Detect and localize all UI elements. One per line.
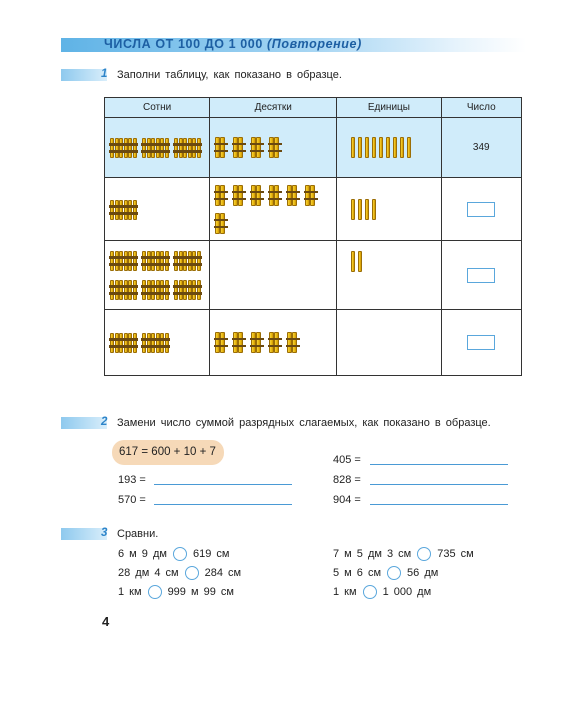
comparison-sign-circle[interactable] xyxy=(148,585,162,599)
unit-stick xyxy=(351,137,355,158)
column-header-hundreds: Сотни xyxy=(105,98,210,118)
ten-bundle xyxy=(214,135,228,160)
ten-bundle xyxy=(268,183,282,208)
ten-bundle xyxy=(214,330,228,355)
cell-number xyxy=(441,310,521,376)
number-answer-box[interactable] xyxy=(467,335,495,350)
cell-number xyxy=(441,178,521,241)
unit-stick xyxy=(351,199,355,220)
ten-bundle xyxy=(286,330,300,355)
hundred-bundle xyxy=(141,135,170,160)
table-row xyxy=(105,241,522,310)
hundreds-group xyxy=(105,135,209,160)
unit-stick xyxy=(393,137,397,158)
ten-bundle xyxy=(250,330,264,355)
equation-right-3: 904 = xyxy=(333,494,361,506)
tens-group xyxy=(210,183,336,236)
page-number: 4 xyxy=(102,614,110,629)
title-text: ЧИСЛА ОТ 100 ДО 1 000 xyxy=(104,37,263,51)
hundreds-group xyxy=(105,330,209,355)
answer-line-right-1[interactable] xyxy=(370,464,508,465)
title-subtitle: (Повторение) xyxy=(266,37,362,51)
task-2-number: 2 xyxy=(101,416,108,428)
cell-hundreds xyxy=(105,178,210,241)
column-header-units: Единицы xyxy=(337,98,441,118)
hundred-bundle xyxy=(109,135,138,160)
cell-units xyxy=(337,310,441,376)
hundred-bundle xyxy=(109,330,138,355)
ten-bundle xyxy=(286,183,300,208)
unit-stick xyxy=(365,137,369,158)
comparison-right-value: 284 см xyxy=(204,567,242,579)
comparison-sign-circle[interactable] xyxy=(387,566,401,580)
comparison-left-2 xyxy=(118,566,241,580)
comparison-right-value: 735 см xyxy=(437,548,474,560)
unit-stick xyxy=(400,137,404,158)
comparison-right-1 xyxy=(333,547,474,561)
unit-stick xyxy=(358,199,362,220)
units-group xyxy=(337,241,440,272)
task-2-text: Замени число суммой разрядных слагаемых, как показано в образце. xyxy=(117,417,491,429)
cell-units xyxy=(337,241,441,310)
hundred-bundle xyxy=(141,277,170,302)
cell-hundreds xyxy=(105,241,210,310)
hundred-bundle xyxy=(109,197,138,222)
cell-number xyxy=(441,241,521,310)
comparison-left-1 xyxy=(118,547,229,561)
hundred-bundle xyxy=(173,277,202,302)
unit-stick xyxy=(379,137,383,158)
unit-stick xyxy=(351,251,355,272)
task-1-number: 1 xyxy=(101,68,108,80)
cell-tens xyxy=(210,310,337,376)
unit-stick xyxy=(407,137,411,158)
hundred-bundle xyxy=(173,135,202,160)
unit-stick xyxy=(365,199,369,220)
table-row xyxy=(105,118,522,178)
task-1-text: Заполни таблицу, как показано в образце. xyxy=(117,69,342,81)
comparison-left-value: 6 м 9 дм xyxy=(118,548,167,560)
tens-group xyxy=(210,330,336,355)
comparison-right-2 xyxy=(333,566,438,580)
table-row xyxy=(105,178,522,241)
table-header-row xyxy=(105,98,522,118)
sample-number: 349 xyxy=(472,142,490,153)
equation-right-1: 405 = xyxy=(333,454,361,466)
hundred-bundle xyxy=(109,248,138,273)
ten-bundle xyxy=(268,135,282,160)
task-3-number: 3 xyxy=(101,527,108,539)
comparison-left-value: 1 км xyxy=(118,586,142,598)
answer-line-right-3[interactable] xyxy=(370,504,508,505)
ten-bundle xyxy=(232,183,246,208)
equation-left-1: 193 = xyxy=(118,474,146,486)
hundred-bundle xyxy=(109,277,138,302)
cell-tens xyxy=(210,241,337,310)
tens-group xyxy=(210,135,336,160)
hundred-bundle xyxy=(141,248,170,273)
units-group xyxy=(337,199,440,220)
task-3-text: Сравни. xyxy=(117,528,159,540)
column-header-tens: Десятки xyxy=(210,98,337,118)
cell-units xyxy=(337,178,441,241)
cell-hundreds xyxy=(105,118,210,178)
comparison-left-3 xyxy=(118,585,234,599)
answer-line-left-2[interactable] xyxy=(154,504,292,505)
comparison-sign-circle[interactable] xyxy=(363,585,377,599)
ten-bundle xyxy=(250,135,264,160)
comparison-left-value: 1 км xyxy=(333,586,357,598)
ten-bundle xyxy=(232,135,246,160)
hundred-bundle xyxy=(173,248,202,273)
number-answer-box[interactable] xyxy=(467,268,495,283)
column-header-number: Число xyxy=(441,98,521,118)
table-row xyxy=(105,310,522,376)
ten-bundle xyxy=(250,183,264,208)
units-group xyxy=(337,137,440,158)
hundreds-group xyxy=(105,248,209,302)
ten-bundle xyxy=(214,183,228,208)
unit-stick xyxy=(386,137,390,158)
unit-stick xyxy=(372,199,376,220)
comparison-sign-circle[interactable] xyxy=(417,547,431,561)
ten-bundle xyxy=(232,330,246,355)
comparison-right-3 xyxy=(333,585,431,599)
place-value-table xyxy=(104,97,522,376)
cell-tens xyxy=(210,178,337,241)
comparison-right-value: 1 000 дм xyxy=(382,586,432,598)
hundreds-group xyxy=(105,197,209,222)
comparison-left-value: 28 дм 4 см xyxy=(118,567,179,579)
hundred-bundle xyxy=(141,330,170,355)
ten-bundle xyxy=(304,183,318,208)
comparison-right-value: 56 дм xyxy=(407,567,439,579)
unit-stick xyxy=(372,137,376,158)
cell-tens xyxy=(210,118,337,178)
equation-right-2: 828 = xyxy=(333,474,361,486)
number-answer-box[interactable] xyxy=(467,202,495,217)
comparison-left-value: 7 м 5 дм 3 см xyxy=(333,548,412,560)
page-title xyxy=(104,37,362,51)
comparison-right-value: 619 см xyxy=(192,548,230,560)
unit-stick xyxy=(358,137,362,158)
ten-bundle xyxy=(214,211,228,236)
comparison-sign-circle[interactable] xyxy=(173,547,187,561)
ten-bundle xyxy=(268,330,282,355)
sample-equation: 617 = 600 + 10 + 7 xyxy=(119,446,216,458)
cell-number xyxy=(441,118,521,178)
answer-line-left-1[interactable] xyxy=(154,484,292,485)
unit-stick xyxy=(358,251,362,272)
comparison-right-value: 999 м 99 см xyxy=(167,586,234,598)
equation-left-2: 570 = xyxy=(118,494,146,506)
answer-line-right-2[interactable] xyxy=(370,484,508,485)
cell-units xyxy=(337,118,441,178)
comparison-sign-circle[interactable] xyxy=(185,566,199,580)
cell-hundreds xyxy=(105,310,210,376)
comparison-left-value: 5 м 6 см xyxy=(333,567,382,579)
